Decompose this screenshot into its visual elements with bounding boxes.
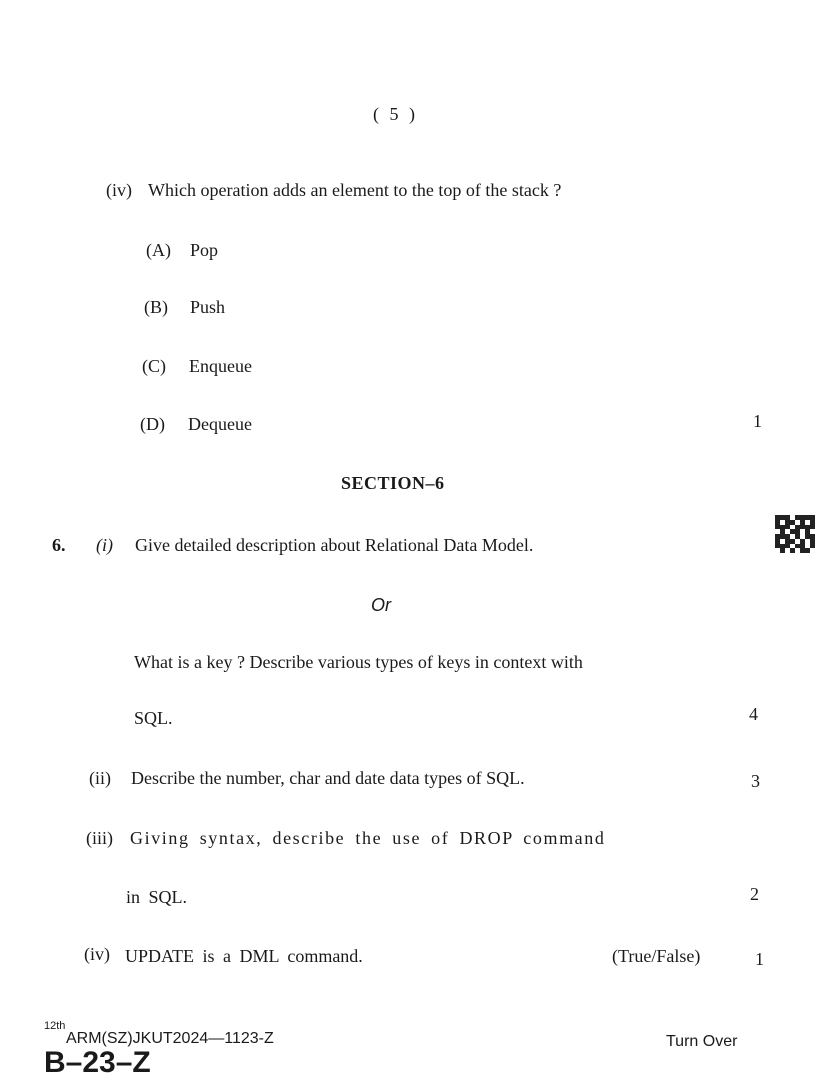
q6-part-iv-text: UPDATE is a DML command. [125, 946, 363, 966]
section-title: SECTION–6 [341, 473, 445, 493]
q6-part-iv-answer-type: (True/False) [612, 946, 701, 966]
turn-over-label: Turn Over [666, 1033, 738, 1050]
q6-number: 6. [52, 535, 66, 555]
q6-part-i-alt-line2: SQL. [134, 708, 173, 728]
q6-part-iii-marks: 2 [750, 884, 759, 904]
q6-part-iv-label: (iv) [84, 944, 110, 964]
option-text-a: Pop [190, 240, 219, 260]
page-number: ( 5 ) [373, 104, 418, 124]
mcq-number: (iv) [106, 180, 132, 200]
option-label-c: (C) [142, 356, 166, 376]
option-text-d: Dequeue [188, 414, 252, 434]
q6-part-ii-text: Describe the number, char and date data types of SQL. [131, 768, 525, 788]
q6-part-i-alt-line1: What is a key ? Describe various types of keys in context with [134, 652, 583, 672]
q6-part-iii-line2: in SQL. [126, 887, 188, 907]
option-label-b: (B) [144, 297, 168, 317]
option-label-d: (D) [140, 414, 165, 434]
q6-part-i-text: Give detailed description about Relational Data Model. [135, 535, 534, 555]
q6-part-i-label: (i) [96, 535, 113, 555]
q6-part-iii-line1: Giving syntax, describe the use of DROP command [130, 828, 606, 848]
or-divider: Or [371, 595, 391, 615]
qr-code-icon [775, 515, 815, 553]
footer-big-code: B–23–Z [44, 1046, 151, 1079]
q6-part-iii-label: (iii) [86, 828, 113, 848]
option-text-c: Enqueue [189, 356, 252, 376]
q6-part-i-marks: 4 [749, 704, 758, 724]
mcq-marks: 1 [753, 411, 762, 431]
option-label-a: (A) [146, 240, 171, 260]
q6-part-iv-marks: 1 [755, 949, 764, 969]
option-text-b: Push [190, 297, 226, 317]
footer-superscript: 12th [44, 1020, 66, 1032]
footer-code: ARM(SZ)JKUT2024—1123-Z [66, 1030, 274, 1047]
q6-part-ii-label: (ii) [89, 768, 111, 788]
mcq-question: Which operation adds an element to the top of the stack ? [148, 180, 562, 200]
q6-part-ii-marks: 3 [751, 771, 760, 791]
